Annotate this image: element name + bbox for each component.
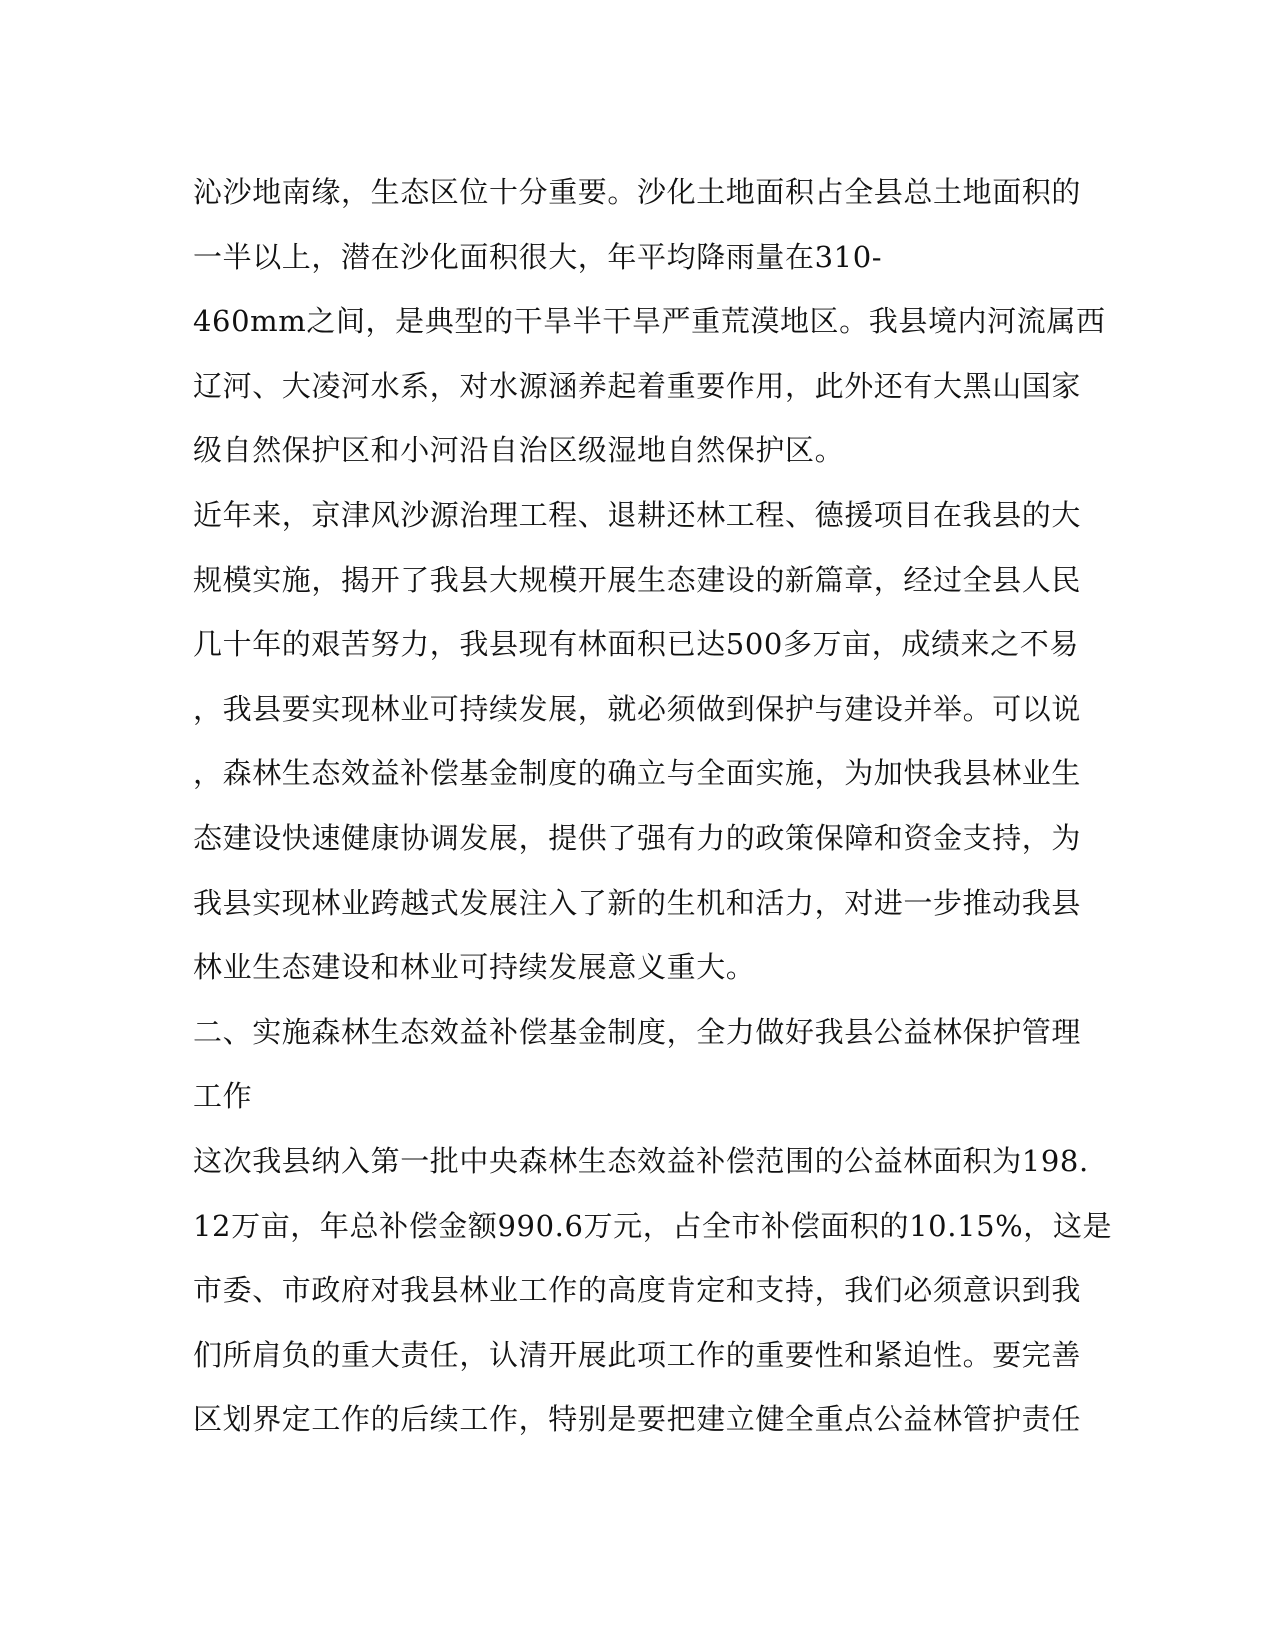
text-line: 460mm之间，是典型的干旱半干旱严重荒漠地区。我县境内河流属西	[193, 304, 1106, 339]
text-line: ，森林生态效益补偿基金制度的确立与全面实施，为加快我县林业生	[193, 756, 1082, 791]
text-line: 这次我县纳入第一批中央森林生态效益补偿范围的公益林面积为198.	[193, 1143, 1089, 1178]
text-line: 一半以上，潜在沙化面积很大，年平均降雨量在310-	[193, 239, 883, 274]
text-line: 我县实现林业跨越式发展注入了新的生机和活力，对进一步推动我县	[193, 885, 1082, 920]
text-line: 辽河、大凌河水系，对水源涵养起着重要作用，此外还有大黑山国家	[193, 368, 1082, 403]
body-text	[193, 160, 1113, 1452]
text-line: ，我县要实现林业可持续发展，就必须做到保护与建设并举。可以说	[193, 691, 1082, 726]
section-heading: 二、实施森林生态效益补偿基金制度，全力做好我县公益林保护管理	[193, 1014, 1082, 1049]
text-line: 沁沙地南缘，生态区位十分重要。沙化土地面积占全县总土地面积的	[193, 175, 1082, 209]
text-line: 市委、市政府对我县林业工作的高度肯定和支持，我们必须意识到我	[193, 1273, 1082, 1308]
text-line: 林业生态建设和林业可持续发展意义重大。	[193, 950, 756, 985]
text-line: 级自然保护区和小河沿自治区级湿地自然保护区。	[193, 433, 845, 468]
text-line: 12万亩，年总补偿金额990.6万元，占全市补偿面积的10.15%，这是	[193, 1208, 1113, 1243]
text-line: 近年来，京津风沙源治理工程、退耕还林工程、德援项目在我县的大	[193, 497, 1082, 532]
text-line: 们所肩负的重大责任，认清开展此项工作的重要性和紧迫性。要完善	[193, 1337, 1082, 1372]
text-line: 规模实施，揭开了我县大规模开展生态建设的新篇章，经过全县人民	[193, 562, 1082, 597]
text-line: 区划界定工作的后续工作，特别是要把建立健全重点公益林管护责任	[193, 1402, 1082, 1437]
text-line: 态建设快速健康协调发展，提供了强有力的政策保障和资金支持，为	[193, 820, 1082, 855]
section-heading: 工作	[193, 1079, 253, 1114]
text-line: 几十年的艰苦努力，我县现有林面积已达500多万亩，成绩来之不易	[193, 627, 1079, 662]
